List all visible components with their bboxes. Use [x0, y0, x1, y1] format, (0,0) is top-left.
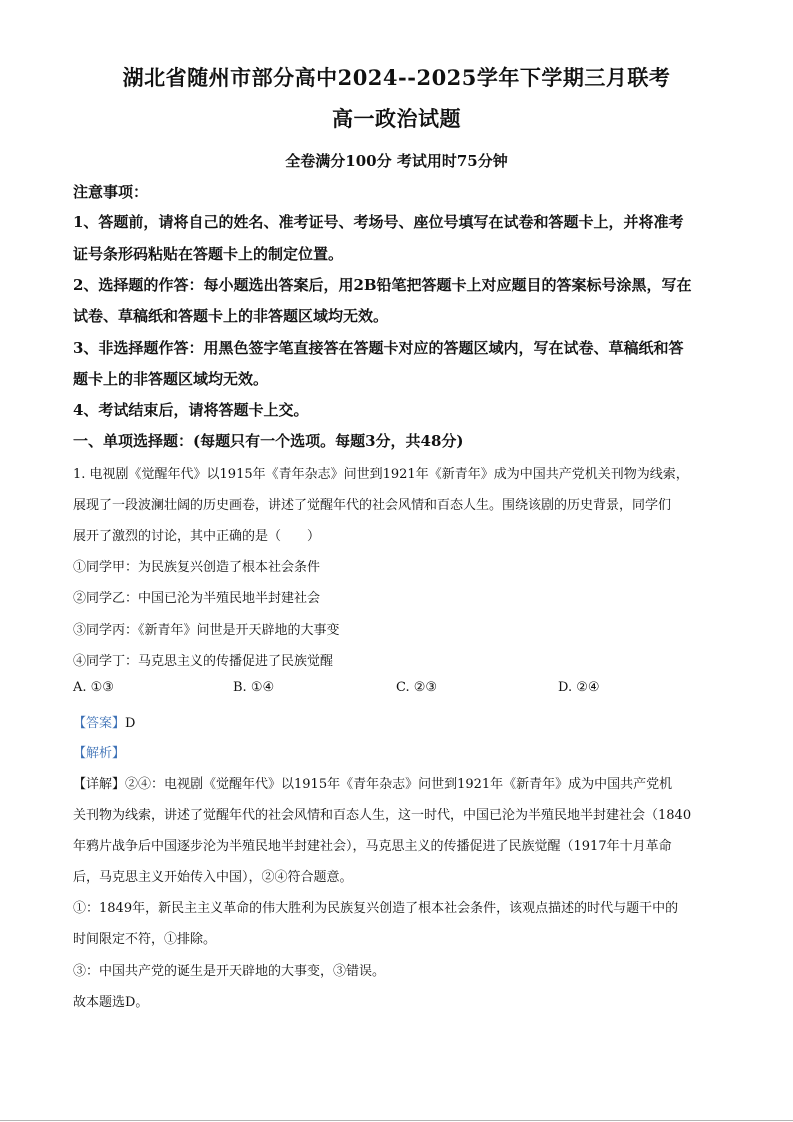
detail-line: 关刊物为线索，讲述了觉醒年代的社会风情和百态人生，这一时代，中国已沦为半殖民地半封建社会（1840	[73, 808, 692, 823]
statement-item: ③同学丙：《新青年》问世是开天辟地的大事变	[73, 623, 340, 638]
question-stem-line: 展现了一段波澜壮阔的历史画卷，讲述了觉醒年代的社会风情和百态人生。围绕该剧的历史背景，同学们	[73, 498, 672, 513]
question-stem-line: 1. 电视剧《觉醒年代》以1915年《青年杂志》问世到1921年《新青年》成为中国共产党机关刊物为线索，	[73, 467, 689, 482]
statement-item: ④同学丁：马克思主义的传播促进了民族觉醒	[73, 654, 334, 669]
notes-line: 1、答题前，请将自己的姓名、准考证号、考场号、座位号填写在试卷和答题卡上，并将准考	[73, 213, 684, 231]
exam-subtitle: 高一政治试题	[332, 106, 461, 131]
detail-line: 【详解】②④：电视剧《觉醒年代》以1915年《青年杂志》问世到1921年《新青年》成为中国共产党机	[73, 777, 673, 792]
option-d: D. ②④	[558, 680, 600, 695]
notes-line: 试卷、草稿纸和答题卡上的非答题区域均无效。	[73, 307, 389, 325]
notes-line: 2、选择题的作答：每小题选出答案后，用2B铅笔把答题卡上对应题目的答案标号涂黑，写在	[73, 276, 692, 294]
question-stem-line: 展开了激烈的讨论，其中正确的是（ ）	[73, 529, 321, 544]
section-heading: 一、单项选择题：(每题只有一个选项。每题3分，共48分)	[73, 432, 464, 450]
option-c: C. ②③	[396, 680, 438, 695]
analysis-tag: 【解析】	[73, 746, 126, 761]
exam-meta: 全卷满分100分 考试用时75分钟	[285, 152, 508, 170]
notes-line: 3、非选择题作答：用黑色签字笔直接答在答题卡对应的答题区域内，写在试卷、草稿纸和答	[73, 339, 684, 357]
option-b: B. ①④	[233, 680, 275, 695]
answer-tag: 【答案】	[73, 716, 126, 731]
notes-line: 证号条形码粘贴在答题卡上的制定位置。	[73, 245, 344, 263]
answer-line	[73, 712, 135, 731]
notes-line: 4、考试结束后，请将答题卡上交。	[73, 401, 309, 419]
detail-line: ③：中国共产党的诞生是开天辟地的大事变，③错误。	[73, 964, 386, 979]
statement-item: ②同学乙：中国已沦为半殖民地半封建社会	[73, 591, 321, 606]
notes-line: 题卡上的非答题区域均无效。	[73, 370, 269, 388]
page-bottom-divider	[0, 1120, 793, 1121]
detail-line: 时间限定不符，①排除。	[73, 932, 217, 947]
detail-line: 后，马克思主义开始传入中国），②④符合题意。	[73, 870, 353, 885]
detail-line: 年鸦片战争后中国逐步沦为半殖民地半封建社会），马克思主义的传播促进了民族觉醒（1917年十月革命	[73, 839, 672, 854]
detail-line: ①：1849年，新民主主义革命的伟大胜利为民族复兴创造了根本社会条件，该观点描述的时代与题干中的	[73, 901, 679, 916]
detail-line: 故本题选D。	[73, 995, 149, 1010]
notes-heading: 注意事项：	[73, 183, 149, 201]
answer-value: D	[125, 716, 136, 731]
option-a: A. ①③	[73, 680, 114, 695]
statement-item: ①同学甲：为民族复兴创造了根本社会条件	[73, 560, 321, 575]
exam-title: 湖北省随州市部分高中2024--2025学年下学期三月联考	[122, 65, 671, 90]
